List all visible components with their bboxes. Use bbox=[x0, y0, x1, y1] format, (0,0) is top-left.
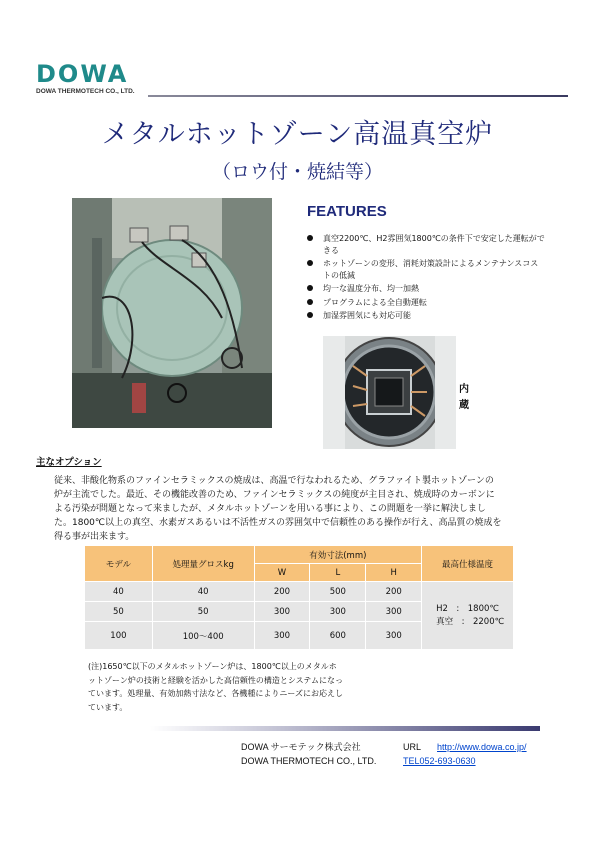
footer-company bbox=[241, 740, 376, 768]
footer-divider bbox=[150, 726, 540, 731]
cell-h: 200 bbox=[366, 582, 422, 602]
hotzone-photo bbox=[323, 336, 456, 449]
spec-line: 真空 : 2200℃ bbox=[436, 616, 505, 627]
hotzone-illustration bbox=[323, 336, 456, 449]
feature-item bbox=[305, 283, 545, 295]
col-header-capacity: 処理量グロスkg bbox=[152, 546, 254, 582]
cell-capacity: 100～400 bbox=[152, 622, 254, 650]
page-title: メタルホットゾーン高温真空炉 bbox=[101, 119, 494, 150]
company-name-en: DOWA THERMOTECH CO., LTD. bbox=[241, 756, 377, 766]
feature-text: 真空2200℃、H2雰囲気1800℃の条件下で安定した運転ができる bbox=[323, 234, 545, 255]
feature-item bbox=[305, 233, 545, 256]
table-header-row bbox=[85, 546, 514, 564]
spec-line: H2 : 1800℃ bbox=[436, 603, 499, 614]
footnote: (注)1650℃以下のメタルホットゾーン炉は、1800℃以上のメタルホットゾーン炉の技術と経験を活かした高信頼性の構造とシステムになっています。処理量、有効加熱寸法など、各機種によりニーズにお応えしています。 bbox=[88, 662, 344, 712]
caption-char: 内 bbox=[459, 384, 469, 395]
cell-l: 300 bbox=[310, 602, 366, 622]
options-paragraph: 従来、非酸化物系のファインセラミックスの焼成は、高温で行なわれるため、グラファイト製ホットゾーンの炉が主流でした。最近、その機能改善のため、ファインセラミックスの純度が主目され、焼成時のカーボンによる汚染が問題となって来ましたが、メタルホットゾーンを用いる事により、この問題を一挙に解決しました。1800℃以上の真空、水素ガスあるいは不活性ガスの雰囲気中で信頼性のある操作が行え、高品質の焼成を得る事が出来ます。 bbox=[54, 476, 502, 542]
feature-text: プログラムによる全自動運転 bbox=[323, 297, 427, 307]
features-list bbox=[305, 233, 545, 324]
col-header-l: L bbox=[310, 564, 366, 582]
cell-w: 300 bbox=[254, 622, 310, 650]
company-name-ja: DOWA サーモテック株式会社 bbox=[241, 742, 361, 752]
cell-h: 300 bbox=[366, 622, 422, 650]
feature-item bbox=[305, 258, 545, 281]
cell-model: 50 bbox=[85, 602, 153, 622]
footer-contact bbox=[403, 740, 527, 768]
bullet-icon bbox=[307, 260, 313, 266]
cell-capacity: 40 bbox=[152, 582, 254, 602]
header-divider bbox=[148, 95, 568, 97]
cell-capacity: 50 bbox=[152, 602, 254, 622]
cell-w: 300 bbox=[254, 602, 310, 622]
cell-l: 500 bbox=[310, 582, 366, 602]
bullet-icon bbox=[307, 312, 313, 318]
col-header-h: H bbox=[366, 564, 422, 582]
feature-item bbox=[305, 297, 545, 309]
table-row bbox=[85, 582, 514, 602]
feature-item bbox=[305, 310, 545, 322]
options-body bbox=[54, 474, 502, 544]
url-label: URL bbox=[403, 742, 422, 752]
feature-text: 均一な温度分布、均一加熱 bbox=[323, 284, 419, 293]
cell-l: 600 bbox=[310, 622, 366, 650]
url-line bbox=[403, 740, 527, 754]
features-heading: FEATURES bbox=[307, 203, 387, 220]
page-subtitle: （ロウ付・焼結等） bbox=[211, 161, 383, 183]
company-logo bbox=[36, 62, 154, 96]
furnace-photo bbox=[72, 198, 272, 428]
spec-table bbox=[84, 545, 514, 650]
col-header-model: モデル bbox=[85, 546, 153, 582]
cell-w: 200 bbox=[254, 582, 310, 602]
cell-model: 100 bbox=[85, 622, 153, 650]
tel-line bbox=[403, 754, 527, 768]
bullet-icon bbox=[307, 285, 313, 291]
cell-h: 300 bbox=[366, 602, 422, 622]
phone-link[interactable]: TEL052-693-0630 bbox=[403, 756, 476, 766]
logo-subtext: DOWA THERMOTECH CO., LTD. bbox=[36, 88, 135, 95]
website-link[interactable]: http://www.dowa.co.jp/ bbox=[437, 742, 527, 752]
feature-text: 加湿雰囲気にも対応可能 bbox=[323, 311, 411, 320]
col-header-effective: 有効寸法(mm) bbox=[254, 546, 422, 564]
bullet-icon bbox=[307, 299, 313, 305]
cell-max-temp bbox=[422, 582, 514, 650]
logo-text: DOWA bbox=[36, 60, 129, 88]
col-header-w: W bbox=[254, 564, 310, 582]
col-header-max-temp: 最高仕様温度 bbox=[422, 546, 514, 582]
cell-model: 40 bbox=[85, 582, 153, 602]
caption-char: 蔵 bbox=[459, 400, 469, 411]
hotzone-caption bbox=[457, 382, 471, 414]
feature-text: ホットゾーンの変形、消耗対策設計によるメンテナンスコストの低減 bbox=[323, 259, 539, 280]
furnace-illustration bbox=[72, 198, 272, 428]
options-heading: 主なオプション bbox=[36, 457, 102, 468]
bullet-icon bbox=[307, 235, 313, 241]
